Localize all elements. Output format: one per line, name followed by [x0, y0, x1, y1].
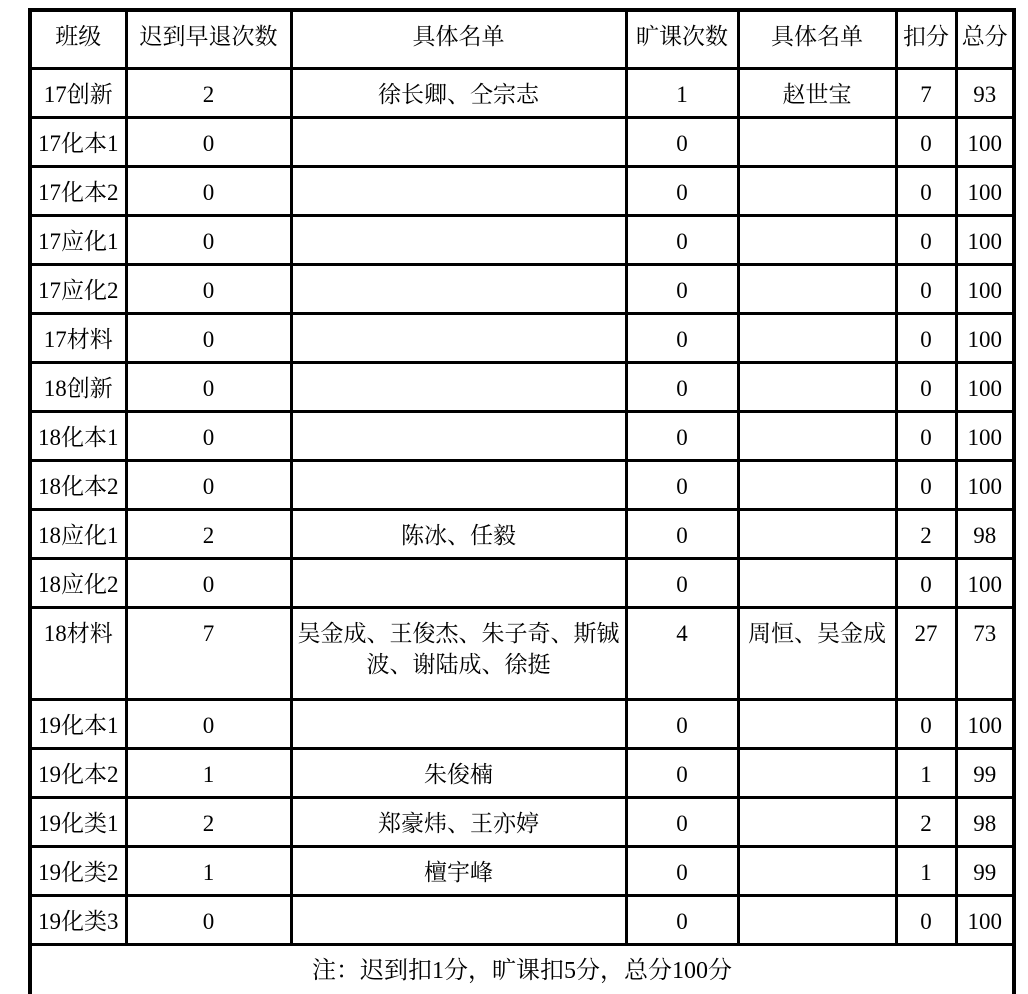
cell-deduction: 0 [896, 166, 956, 215]
cell-total-score: 99 [956, 846, 1014, 895]
cell-absence-names [738, 460, 896, 509]
cell-total-score: 100 [956, 362, 1014, 411]
header-total-score: 总分 [956, 10, 1014, 68]
header-absence-count: 旷课次数 [626, 10, 738, 68]
cell-class: 18应化2 [30, 558, 126, 607]
cell-late-early-count: 0 [126, 166, 291, 215]
cell-class: 18应化1 [30, 509, 126, 558]
cell-absence-names [738, 166, 896, 215]
cell-late-early-names [291, 166, 626, 215]
cell-late-early-names [291, 362, 626, 411]
cell-late-early-names: 檀宇峰 [291, 846, 626, 895]
cell-absence-names [738, 699, 896, 748]
cell-late-early-count: 0 [126, 215, 291, 264]
cell-late-early-count: 0 [126, 313, 291, 362]
cell-deduction: 0 [896, 558, 956, 607]
cell-class: 18创新 [30, 362, 126, 411]
cell-late-early-count: 1 [126, 748, 291, 797]
cell-deduction: 0 [896, 215, 956, 264]
cell-deduction: 0 [896, 313, 956, 362]
cell-class: 17材料 [30, 313, 126, 362]
cell-late-early-names [291, 460, 626, 509]
cell-absence-count: 0 [626, 895, 738, 944]
cell-absence-names [738, 797, 896, 846]
cell-absence-names [738, 117, 896, 166]
cell-late-early-names [291, 699, 626, 748]
cell-late-early-count: 0 [126, 117, 291, 166]
table-row [30, 846, 1014, 895]
cell-late-early-count: 0 [126, 460, 291, 509]
cell-absence-count: 0 [626, 509, 738, 558]
cell-total-score: 100 [956, 699, 1014, 748]
cell-class: 17化本1 [30, 117, 126, 166]
cell-class: 19化类3 [30, 895, 126, 944]
cell-deduction: 7 [896, 68, 956, 117]
cell-total-score: 100 [956, 313, 1014, 362]
table-row [30, 460, 1014, 509]
table-row [30, 166, 1014, 215]
cell-deduction: 0 [896, 895, 956, 944]
cell-absence-names: 周恒、吴金成 [738, 607, 896, 699]
header-row [30, 10, 1014, 68]
header-absence-names: 具体名单 [738, 10, 896, 68]
cell-late-early-names: 徐长卿、仝宗志 [291, 68, 626, 117]
table-row [30, 699, 1014, 748]
cell-absence-names [738, 895, 896, 944]
header-late-early-count: 迟到早退次数 [126, 10, 291, 68]
cell-total-score: 100 [956, 411, 1014, 460]
cell-absence-count: 0 [626, 117, 738, 166]
cell-late-early-names [291, 558, 626, 607]
cell-class: 17创新 [30, 68, 126, 117]
cell-late-early-names [291, 411, 626, 460]
header-class: 班级 [30, 10, 126, 68]
cell-late-early-count: 0 [126, 411, 291, 460]
cell-absence-count: 0 [626, 748, 738, 797]
table-row [30, 68, 1014, 117]
cell-deduction: 2 [896, 509, 956, 558]
cell-total-score: 100 [956, 895, 1014, 944]
cell-total-score: 100 [956, 215, 1014, 264]
cell-total-score: 100 [956, 558, 1014, 607]
table-row [30, 215, 1014, 264]
cell-late-early-names: 陈冰、任毅 [291, 509, 626, 558]
cell-absence-count: 0 [626, 846, 738, 895]
cell-total-score: 98 [956, 797, 1014, 846]
cell-absence-names: 赵世宝 [738, 68, 896, 117]
cell-absence-count: 4 [626, 607, 738, 699]
cell-absence-names [738, 558, 896, 607]
cell-deduction: 2 [896, 797, 956, 846]
table-row [30, 797, 1014, 846]
cell-class: 18材料 [30, 607, 126, 699]
header-deduction: 扣分 [896, 10, 956, 68]
cell-deduction: 0 [896, 460, 956, 509]
cell-total-score: 93 [956, 68, 1014, 117]
cell-absence-names [738, 362, 896, 411]
table-row [30, 895, 1014, 944]
cell-late-early-count: 0 [126, 264, 291, 313]
cell-late-early-names: 朱俊楠 [291, 748, 626, 797]
cell-late-early-names [291, 264, 626, 313]
cell-absence-count: 0 [626, 699, 738, 748]
cell-late-early-names [291, 215, 626, 264]
cell-late-early-count: 2 [126, 68, 291, 117]
cell-absence-count: 0 [626, 460, 738, 509]
table-row [30, 748, 1014, 797]
cell-class: 18化本1 [30, 411, 126, 460]
cell-deduction: 0 [896, 362, 956, 411]
cell-absence-names [738, 748, 896, 797]
cell-late-early-count: 0 [126, 895, 291, 944]
table-row [30, 558, 1014, 607]
cell-deduction: 0 [896, 699, 956, 748]
cell-deduction: 0 [896, 264, 956, 313]
cell-late-early-names [291, 117, 626, 166]
cell-absence-names [738, 509, 896, 558]
cell-deduction: 27 [896, 607, 956, 699]
cell-absence-count: 0 [626, 797, 738, 846]
cell-class: 19化类2 [30, 846, 126, 895]
table-body [30, 68, 1014, 944]
cell-class: 17应化2 [30, 264, 126, 313]
cell-absence-names [738, 846, 896, 895]
cell-class: 17应化1 [30, 215, 126, 264]
cell-total-score: 98 [956, 509, 1014, 558]
table-row [30, 313, 1014, 362]
cell-class: 19化本1 [30, 699, 126, 748]
table-header [30, 10, 1014, 68]
cell-total-score: 73 [956, 607, 1014, 699]
cell-deduction: 0 [896, 117, 956, 166]
table-footer [30, 944, 1014, 994]
cell-deduction: 1 [896, 846, 956, 895]
cell-absence-count: 0 [626, 558, 738, 607]
cell-absence-count: 1 [626, 68, 738, 117]
cell-absence-count: 0 [626, 215, 738, 264]
table-row [30, 264, 1014, 313]
cell-deduction: 1 [896, 748, 956, 797]
cell-late-early-count: 7 [126, 607, 291, 699]
cell-late-early-names: 吴金成、王俊杰、朱子奇、斯铖波、谢陆成、徐挺 [291, 607, 626, 699]
cell-total-score: 100 [956, 264, 1014, 313]
header-late-early-names: 具体名单 [291, 10, 626, 68]
table-row [30, 117, 1014, 166]
cell-deduction: 0 [896, 411, 956, 460]
cell-absence-count: 0 [626, 411, 738, 460]
cell-total-score: 99 [956, 748, 1014, 797]
table-row [30, 411, 1014, 460]
cell-class: 18化本2 [30, 460, 126, 509]
cell-total-score: 100 [956, 460, 1014, 509]
cell-late-early-count: 0 [126, 558, 291, 607]
cell-class: 17化本2 [30, 166, 126, 215]
cell-late-early-names [291, 313, 626, 362]
cell-class: 19化类1 [30, 797, 126, 846]
cell-absence-names [738, 215, 896, 264]
table-row [30, 607, 1014, 699]
cell-late-early-count: 2 [126, 797, 291, 846]
cell-late-early-count: 0 [126, 699, 291, 748]
cell-class: 19化本2 [30, 748, 126, 797]
cell-absence-count: 0 [626, 362, 738, 411]
cell-absence-names [738, 411, 896, 460]
footer-row [30, 944, 1014, 994]
cell-absence-count: 0 [626, 313, 738, 362]
cell-absence-count: 0 [626, 264, 738, 313]
cell-late-early-names [291, 895, 626, 944]
cell-late-early-count: 0 [126, 362, 291, 411]
cell-late-early-names: 郑豪炜、王亦婷 [291, 797, 626, 846]
attendance-score-table [28, 8, 1016, 994]
cell-absence-count: 0 [626, 166, 738, 215]
cell-absence-names [738, 264, 896, 313]
cell-total-score: 100 [956, 117, 1014, 166]
table-row [30, 362, 1014, 411]
footer-note: 注：迟到扣1分，旷课扣5分，总分100分 [30, 944, 1014, 994]
table-row [30, 509, 1014, 558]
cell-total-score: 100 [956, 166, 1014, 215]
cell-late-early-count: 2 [126, 509, 291, 558]
cell-absence-names [738, 313, 896, 362]
cell-late-early-count: 1 [126, 846, 291, 895]
